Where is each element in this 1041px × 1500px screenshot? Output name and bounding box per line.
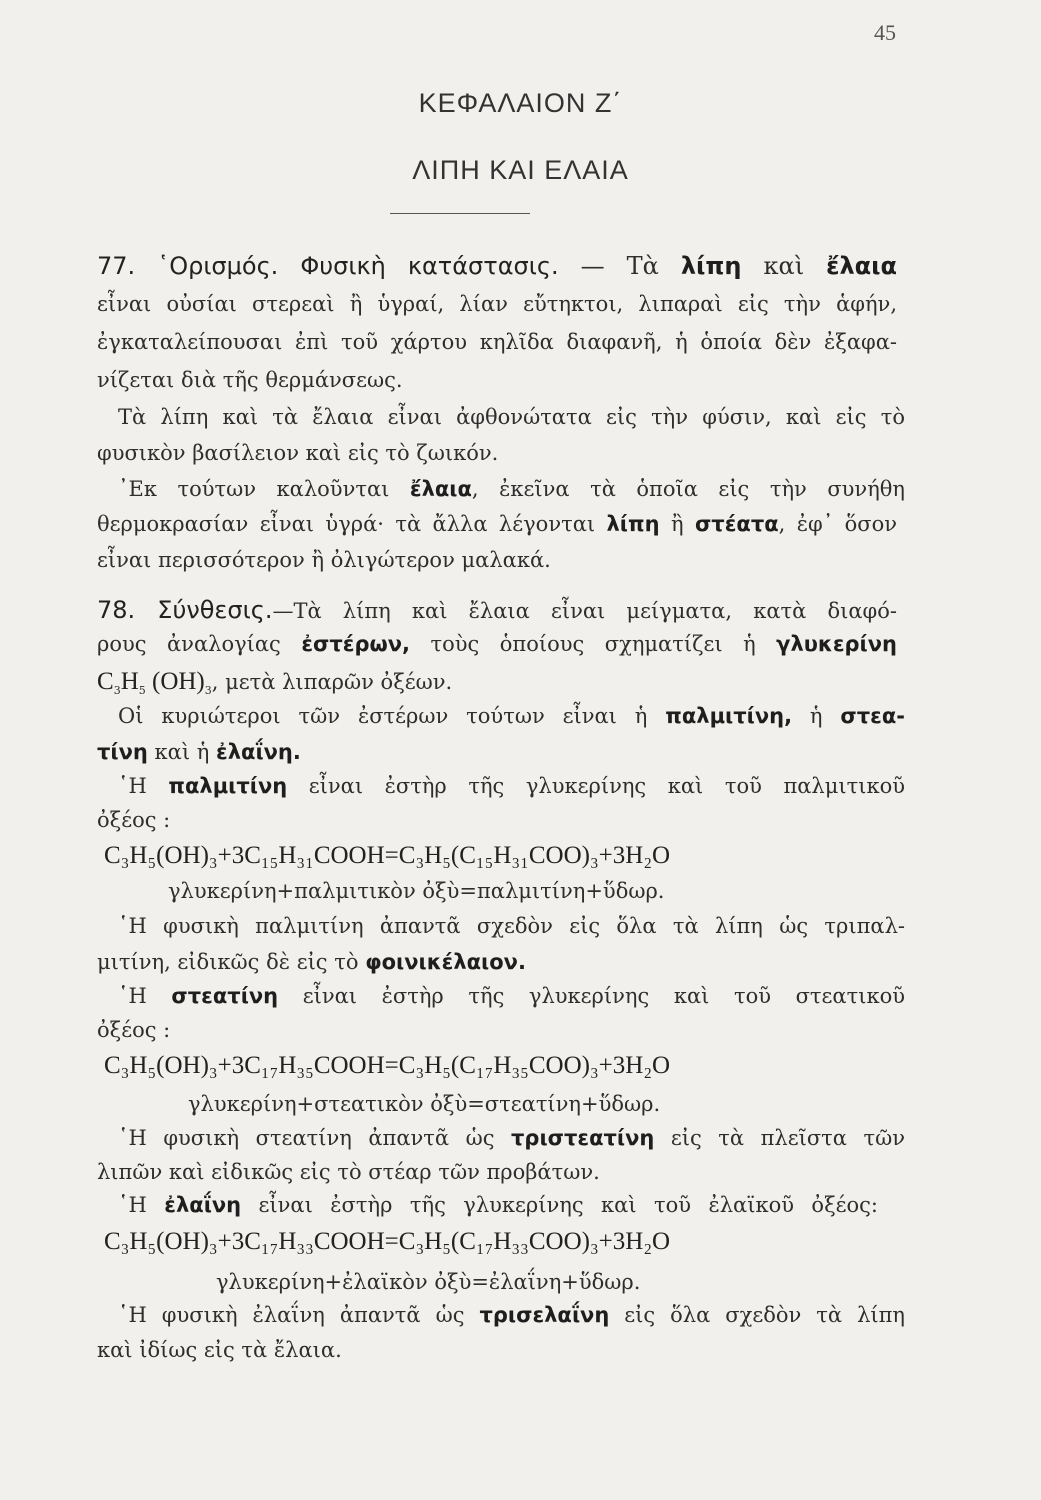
section-77-heading: 77. ῾Ορισμός. Φυσικὴ κατάστασις. bbox=[97, 252, 559, 280]
olein-word-equation: γλυκερίνη+ἐλαϊκὸν ὀξὺ=ἐλαΐνη+ὕδωρ. bbox=[216, 1270, 641, 1294]
text-line: ῾Η φυσικὴ παλμιτίνη ἀπαντᾶ σχεδὸν εἰς ὅλα τὰ λίπη ὡς τριπαλ- bbox=[118, 914, 905, 938]
text-line: θερμοκρασίαν εἶναι ὑγρά· τὰ ἄλλα λέγονται λίπη ἢ στέατα, ἐφ᾿ ὅσον bbox=[97, 512, 897, 536]
term-elaini-2: ἐλαΐνη bbox=[164, 1193, 242, 1217]
text-line: εἶναι περισσότερον ἢ ὀλιγώτερον μαλακά. bbox=[97, 548, 551, 572]
text-line: μιτίνη, εἰδικῶς δὲ εἰς τὸ φοινικέλαιον. bbox=[97, 950, 526, 974]
text-line: ῾Η στεατίνη εἶναι ἐστὴρ τῆς γλυκερίνης καὶ τοῦ στεατικοῦ bbox=[118, 984, 905, 1008]
page-number: 45 bbox=[874, 20, 896, 45]
text-line: ᾿Εκ τούτων καλοῦνται ἔλαια, ἐκεῖνα τὰ ὁποῖα εἰς τὴν συνήθη bbox=[118, 477, 905, 501]
text-line: νίζεται διὰ τῆς θερμάνσεως. bbox=[97, 368, 403, 392]
section-78-heading-line: 78. Σύνθεσις.—Τὰ λίπη καὶ ἔλαια εἶναι μείγματα, κατὰ διαφό- bbox=[97, 596, 897, 624]
text-line: Τὰ λίπη καὶ τὰ ἔλαια εἶναι ἀφθονώτατα εἰς τὴν φύσιν, καὶ εἰς τὸ bbox=[118, 405, 905, 429]
term-foinikelaion: φοινικέλαιον. bbox=[365, 950, 526, 974]
chapter-label: ΚΕΦΑΛΑΙΟΝ Ζ΄ bbox=[418, 88, 623, 118]
palmitin-word-equation: γλυκερίνη+παλμιτικὸν ὀξὺ=παλμιτίνη+ὕδωρ. bbox=[168, 879, 665, 903]
term-tristeatini: τριστεατίνη bbox=[511, 1126, 655, 1150]
text-line: ὀξέος : bbox=[97, 1018, 171, 1042]
text-line: ῾Η φυσικὴ ἐλαΐνη ἀπαντᾶ ὡς τρισελαΐνη εἰς ὅλα σχεδὸν τὰ λίπη bbox=[118, 1303, 905, 1327]
term-elaia: ἔλαια bbox=[826, 252, 897, 280]
term-stea: στεα- bbox=[840, 704, 906, 728]
title-divider bbox=[390, 213, 530, 214]
text-line: τίνη καὶ ἡ ἐλαΐνη. bbox=[97, 740, 301, 764]
text-line: φυσικὸν βασίλειον καὶ εἰς τὸ ζωικόν. bbox=[97, 441, 499, 465]
section-77-heading-line: 77. ῾Ορισμός. Φυσικὴ κατάστασις. — Τὰ λίπη καὶ ἔλαια bbox=[97, 252, 897, 280]
text-line: ῾Η φυσικὴ στεατίνη ἀπαντᾶ ὡς τριστεατίνη εἰς τὰ πλεῖστα τῶν bbox=[118, 1126, 905, 1150]
text-line: Οἱ κυριώτεροι τῶν ἐστέρων τούτων εἶναι ἡ παλμιτίνη, ἡ στεα- bbox=[118, 704, 906, 728]
section-78-heading: 78. Σύνθεσις. bbox=[97, 596, 273, 624]
term-lipi: λίπη bbox=[680, 252, 742, 280]
stearin-word-equation: γλυκερίνη+στεατικὸν ὀξὺ=στεατίνη+ὕδωρ. bbox=[188, 1092, 661, 1116]
text-line: εἶναι οὐσίαι στερεαὶ ἢ ὑγραί, λίαν εὔτηκτοι, λιπαραὶ εἰς τὴν ἁφήν, bbox=[97, 292, 897, 316]
term-steatini: στεατίνη bbox=[171, 984, 279, 1008]
text-line: ὀξέος : bbox=[97, 808, 171, 832]
term-lipi-bold: λίπη bbox=[606, 512, 660, 536]
text-line: ρους ἀναλογίας ἐστέρων, τοὺς ὁποίους σχηματίζει ἡ γλυκερίνη bbox=[97, 632, 897, 656]
text-line: ἐγκαταλείπουσαι ἐπὶ τοῦ χάρτου κηλῖδα διαφανῆ, ἡ ὁποία δὲν ἐξαφα- bbox=[97, 330, 897, 354]
term-esteron: ἐστέρων, bbox=[301, 632, 411, 656]
term-triselaini: τρισελαΐνη bbox=[479, 1303, 610, 1327]
term-elaini: ἐλαΐνη. bbox=[216, 740, 301, 764]
text-line: ῾Η παλμιτίνη εἶναι ἐστὴρ τῆς γλυκερίνης καὶ τοῦ παλμιτικοῦ bbox=[118, 774, 906, 798]
term-glykerini: γλυκερίνη bbox=[776, 632, 897, 656]
text-line: ῾Η ἐλαΐνη εἶναι ἐστὴρ τῆς γλυκερίνης καὶ τοῦ ἐλαϊκοῦ ὀξέος: bbox=[118, 1193, 878, 1217]
term-palmitini-2: παλμιτίνη bbox=[168, 774, 288, 798]
palmitin-equation: C₃H₅(OH)₃+3C₁₅H₃₁COOH=C₃H₅(C₁₅H₃₁COO)₃+3H₂O bbox=[104, 842, 671, 869]
olein-equation: C₃H₅(OH)₃+3C₁₇H₃₃COOH=C₃H₅(C₁₇H₃₃COO)₃+3H₂O bbox=[104, 1228, 671, 1255]
chapter-title: ΛΙΠΗ ΚΑΙ ΕΛΑΙΑ bbox=[412, 155, 629, 185]
text-line: καὶ ἰδίως εἰς τὰ ἔλαια. bbox=[97, 1338, 342, 1362]
term-steata: στέατα bbox=[694, 512, 779, 536]
term-palmitini: παλμιτίνη, bbox=[665, 704, 793, 728]
stearin-equation: C₃H₅(OH)₃+3C₁₇H₃₅COOH=C₃H₅(C₁₇H₃₅COO)₃+3H₂O bbox=[104, 1052, 671, 1079]
term-elaia-bold: ἔλαια bbox=[409, 477, 472, 501]
glycerin-formula-line: $C_3H_5$ $(OH)_3$, μετὰ λιπαρῶν ὀξέων. bbox=[97, 668, 453, 698]
text-line: λιπῶν καὶ εἰδικῶς εἰς τὸ στέαρ τῶν προβάτων. bbox=[97, 1160, 600, 1184]
